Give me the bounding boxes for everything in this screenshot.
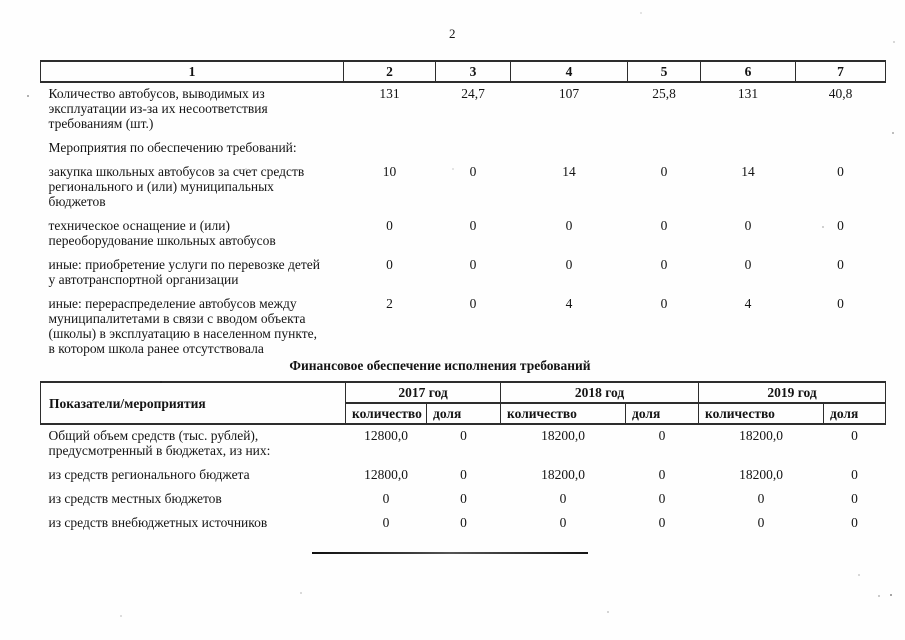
cell-value: 14 — [562, 164, 576, 179]
row-label: техническое оснащение и (или) переоборудование школьных автобусов — [48, 218, 276, 248]
table-row — [41, 293, 886, 362]
cell-value: 0 — [660, 296, 668, 311]
cell-value: 0 — [658, 491, 666, 506]
scan-noise — [0, 0, 2, 2]
cell-value: 0 — [660, 218, 668, 233]
cell-value: 4 — [744, 296, 752, 311]
cell-value: 14 — [741, 164, 755, 179]
cell-value: 0 — [460, 467, 467, 482]
cell-value: 25,8 — [652, 86, 676, 101]
cell-value: 12800,0 — [364, 428, 408, 443]
cell-value: 0 — [851, 491, 858, 506]
cell-value: 131 — [737, 86, 759, 101]
cell-value: 0 — [469, 296, 477, 311]
cell-value: 40,8 — [828, 86, 853, 101]
col-header: 5 — [628, 61, 701, 82]
table-row — [41, 512, 886, 536]
page-number: 2 — [449, 26, 456, 41]
cell-value: 0 — [851, 515, 858, 530]
cell-value: 0 — [382, 515, 390, 530]
cell-value: 0 — [660, 164, 668, 179]
cell-value: 24,7 — [461, 86, 485, 101]
row-label: иные: приобретение услуги по перевозке детей у автотранспортной организации — [48, 257, 321, 287]
cell-value: 0 — [469, 257, 477, 272]
col-subheader-quantity: количество — [346, 403, 427, 424]
table-row — [41, 254, 886, 293]
cell-value: 0 — [851, 428, 858, 443]
cell-value: 18200,0 — [739, 428, 783, 443]
cell-value: 4 — [565, 296, 573, 311]
cell-value — [701, 137, 796, 161]
table-row — [41, 215, 886, 254]
row-label: из средств регионального бюджета — [48, 467, 250, 482]
table-row — [41, 137, 886, 161]
col-header-year-2019: 2019 год — [699, 382, 886, 403]
cell-value: 18200,0 — [541, 428, 585, 443]
cell-value: 0 — [744, 257, 752, 272]
cell-value: 0 — [382, 491, 390, 506]
col-subheader-quantity: количество — [699, 403, 824, 424]
cell-value: 0 — [469, 218, 477, 233]
col-subheader-share: доля — [427, 403, 501, 424]
col-header-year-2018: 2018 год — [501, 382, 699, 403]
finance-section-title: Финансовое обеспечение исполнения требований — [289, 358, 591, 373]
finance-table — [40, 381, 886, 536]
cell-value: 0 — [837, 218, 844, 233]
cell-value: 0 — [565, 218, 573, 233]
cell-value: 0 — [757, 491, 765, 506]
col-header: 4 — [511, 61, 628, 82]
cell-value — [796, 137, 886, 161]
cell-value: 0 — [658, 428, 666, 443]
finance-table-header — [41, 382, 886, 424]
cell-value: 18200,0 — [739, 467, 783, 482]
cell-value: 0 — [744, 218, 752, 233]
col-header: 1 — [41, 61, 344, 82]
row-label: Мероприятия по обеспечению требований: — [48, 140, 297, 155]
cell-value: 0 — [559, 491, 567, 506]
cell-value: 0 — [658, 467, 666, 482]
cell-value: 0 — [460, 428, 467, 443]
cell-value: 131 — [379, 86, 400, 101]
cell-value: 2 — [386, 296, 393, 311]
footnote-rule — [312, 552, 588, 554]
row-label: иные: перераспределение автобусов между муниципалитетами в связи с вводом объекта (школы) в эксплуатацию в населенном пункте, в котором школа ранее отсутствовала — [48, 296, 317, 356]
cell-value: 0 — [469, 164, 477, 179]
cell-value — [628, 137, 701, 161]
row-label: Общий объем средств (тыс. рублей), предусмотренный в бюджетах, из них: — [48, 428, 271, 458]
cell-value: 0 — [658, 515, 666, 530]
requirements-table-header — [41, 61, 886, 82]
cell-value: 0 — [837, 257, 844, 272]
cell-value: 0 — [565, 257, 573, 272]
header-row-years — [41, 382, 886, 403]
requirements-table — [40, 60, 886, 362]
row-label: из средств внебюджетных источников — [48, 515, 268, 530]
cell-value: 0 — [851, 467, 858, 482]
cell-value: 10 — [382, 164, 397, 179]
row-label: закупка школьных автобусов за счет средств регионального и (или) муниципальных бюджетов — [48, 164, 305, 209]
cell-value — [511, 137, 628, 161]
table-row — [41, 161, 886, 215]
header-row — [41, 61, 886, 82]
cell-value: 0 — [837, 296, 844, 311]
cell-value: 0 — [559, 515, 567, 530]
table-row — [41, 464, 886, 488]
cell-value: 0 — [386, 257, 393, 272]
col-subheader-share: доля — [824, 403, 886, 424]
cell-value: 12800,0 — [364, 467, 408, 482]
cell-value: 107 — [558, 86, 580, 101]
cell-value: 0 — [386, 218, 393, 233]
col-header: 7 — [796, 61, 886, 82]
row-label: из средств местных бюджетов — [48, 491, 222, 506]
col-header-year-2017: 2017 год — [346, 382, 501, 403]
row-label: Количество автобусов, выводимых из эксплуатации из-за их несоответствия требованиям (шт.) — [48, 86, 268, 131]
col-subheader-share: доля — [626, 403, 699, 424]
cell-value — [344, 137, 436, 161]
cell-value: 0 — [757, 515, 765, 530]
cell-value: 0 — [660, 257, 668, 272]
col-header-indicators: Показатели/мероприятия — [41, 382, 346, 424]
cell-value: 0 — [460, 491, 467, 506]
cell-value: 18200,0 — [541, 467, 585, 482]
table-row — [41, 424, 886, 464]
cell-value: 0 — [837, 164, 844, 179]
col-header: 3 — [436, 61, 511, 82]
col-header: 2 — [344, 61, 436, 82]
col-header: 6 — [701, 61, 796, 82]
col-subheader-quantity: количество — [501, 403, 626, 424]
cell-value: 0 — [460, 515, 467, 530]
table-row — [41, 488, 886, 512]
cell-value — [436, 137, 511, 161]
table-row — [41, 82, 886, 137]
